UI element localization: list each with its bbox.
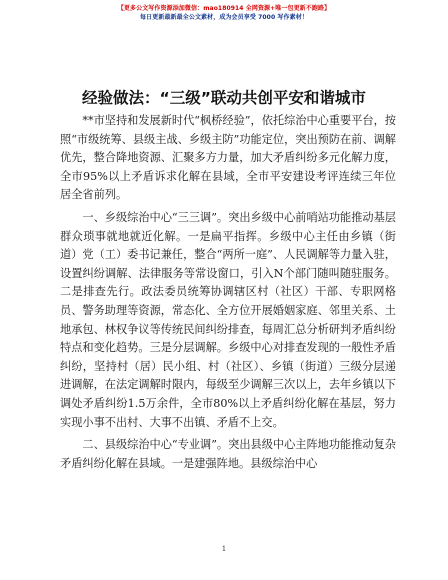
page-number: 1 [221, 545, 227, 553]
paragraph-township-level: 一、乡级综治中心“三三调”。突出乡级中心前哨站功能推动基层群众琐事就地就近化解。一是扁平指挥。乡级中心主任由乡镇（街道）党（工）委书记兼任，整合“两所一庭”、人民调解等力量入驻，设置纠纷调解、法律服务等常设窗口，引入N个部门随叫随驻服务。二是排查先行。政法委员统筹协调辖区村（社区）干部、专职网格员、警务助理等资源，常态化、全方位开展婚姻家庭、邻里关系、土地承包、林权争议等传统民间纠纷排查，每周汇总分析研判矛盾纠纷特点和变化趋势。三是分层调解。乡级中心对排查发现的一般性矛盾纠纷，坚持村（居）民小组、村（社区）、乡镇（街道）三级分层递进调解，在法定调解时限内，每级至少调解三次以上，去年乡镇以下调处矛盾纠纷1.5万余件，全市80%以上矛盾纠纷化解在基层，努力实现小事不出村、大事不出镇、矛盾不上交。 [60, 210, 396, 429]
promo-banner-line1: 【更多公文写作资源添加微信：mao180914 全网资源+唯一包更新不跑路】 [117, 5, 331, 12]
paragraph-county-level: 二、县级综治中心“专业调”。突出县级中心主阵地功能推动复杂矛盾纠纷化解在县域。一是建强阵地。县级综治中心 [60, 438, 396, 470]
document-body [60, 112, 396, 473]
document-title: 经验做法：“三级”联动共创平安和谐城市 [82, 89, 366, 107]
promo-banner-line2: 每日更新最新最全公文素材，成为会员享受 7000 写作素材！ [140, 14, 308, 21]
promo-banner [0, 4, 448, 22]
paragraph-intro: **市坚持和发展新时代“枫桥经验”，依托综治中心重要平台，按照“市级统筹、县级主战、乡级主防”功能定位，突出预防在前、调解优先，整合降地资源、汇聚多方力量，加大矛盾纠纷多元化解力度，全市95%以上矛盾诉求化解在县域，全市平安建设考评连续三年位居全省前列。 [60, 114, 396, 202]
